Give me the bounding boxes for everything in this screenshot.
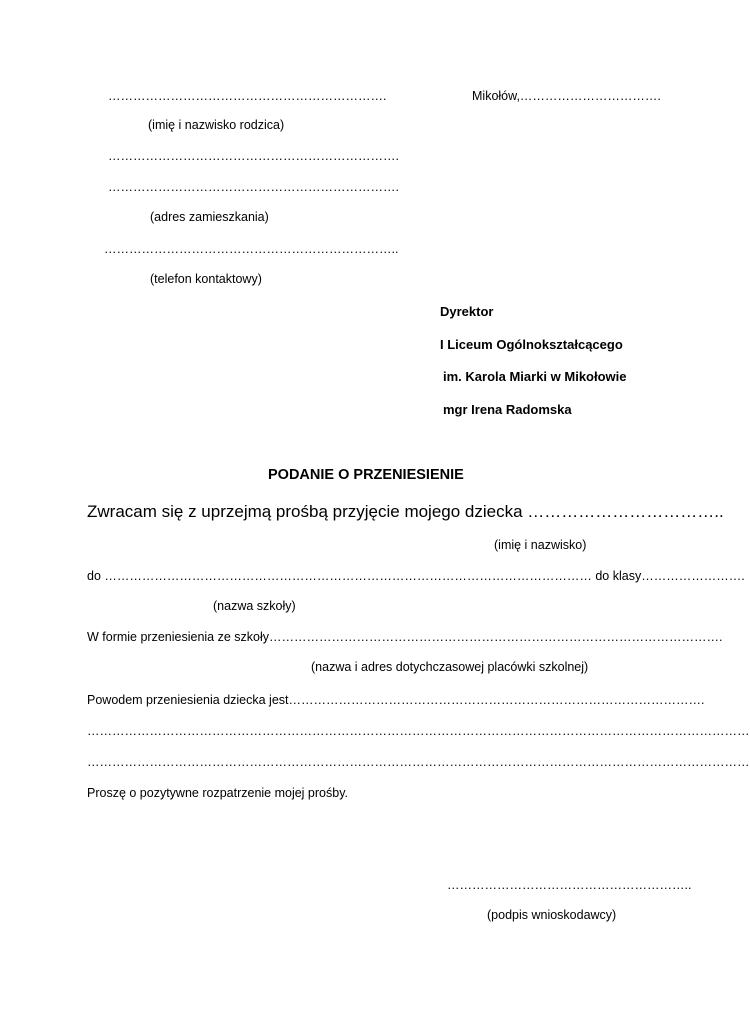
closing-sentence: Proszę o pozytywne rozpatrzenie mojej prośby.	[87, 786, 348, 800]
addressee-school: I Liceum Ogólnokształcącego	[440, 337, 623, 352]
parent-name-caption: (imię i nazwisko rodzica)	[148, 118, 285, 132]
addressee-school-patron: im. Karola Miarki w Mikołowie	[443, 369, 627, 384]
school-name-caption: (nazwa szkoły)	[213, 599, 296, 613]
signature-line: …………………………………………………..	[447, 878, 692, 892]
phone-caption: (telefon kontaktowy)	[150, 272, 262, 286]
address-caption: (adres zamieszkania)	[150, 210, 269, 224]
previous-school-caption: (nazwa i adres dotychczasowej placówki szkolnej)	[311, 660, 589, 674]
place-date: Mikołów,…………………………….	[472, 89, 661, 103]
phone-line: ……………………………………………………………..	[104, 242, 399, 256]
signature-caption: (podpis wnioskodawcy)	[487, 908, 617, 922]
reason-line-3: ……………………………………………………………………………………………………………………………………………	[87, 755, 750, 769]
addressee-name: mgr Irena Radomska	[443, 402, 572, 417]
parent-name-line: ………………………………………………………….	[108, 89, 387, 103]
request-line: Zwracam się z uprzejmą prośbą przyjęcie mojego dziecka ……………………………..	[87, 502, 724, 521]
document-title: PODANIE O PRZENIESIENIE	[268, 467, 464, 483]
school-class-line: do ……………………………………………………………………………………………………… do klasy…………………….	[87, 569, 745, 583]
transfer-line: W formie przeniesienia ze szkoły……………………………………………………………………………………………….	[87, 630, 723, 644]
address-line-2: …………………………………………………………….	[108, 180, 399, 194]
addressee-title: Dyrektor	[440, 304, 494, 319]
reason-line: Powodem przeniesienia dziecka jest……………………………………………………………………………………….	[87, 693, 705, 707]
child-name-caption: (imię i nazwisko)	[494, 538, 587, 552]
reason-line-2: ……………………………………………………………………………………………………………………………………………	[87, 724, 750, 738]
address-line-1: …………………………………………………………….	[108, 149, 399, 163]
